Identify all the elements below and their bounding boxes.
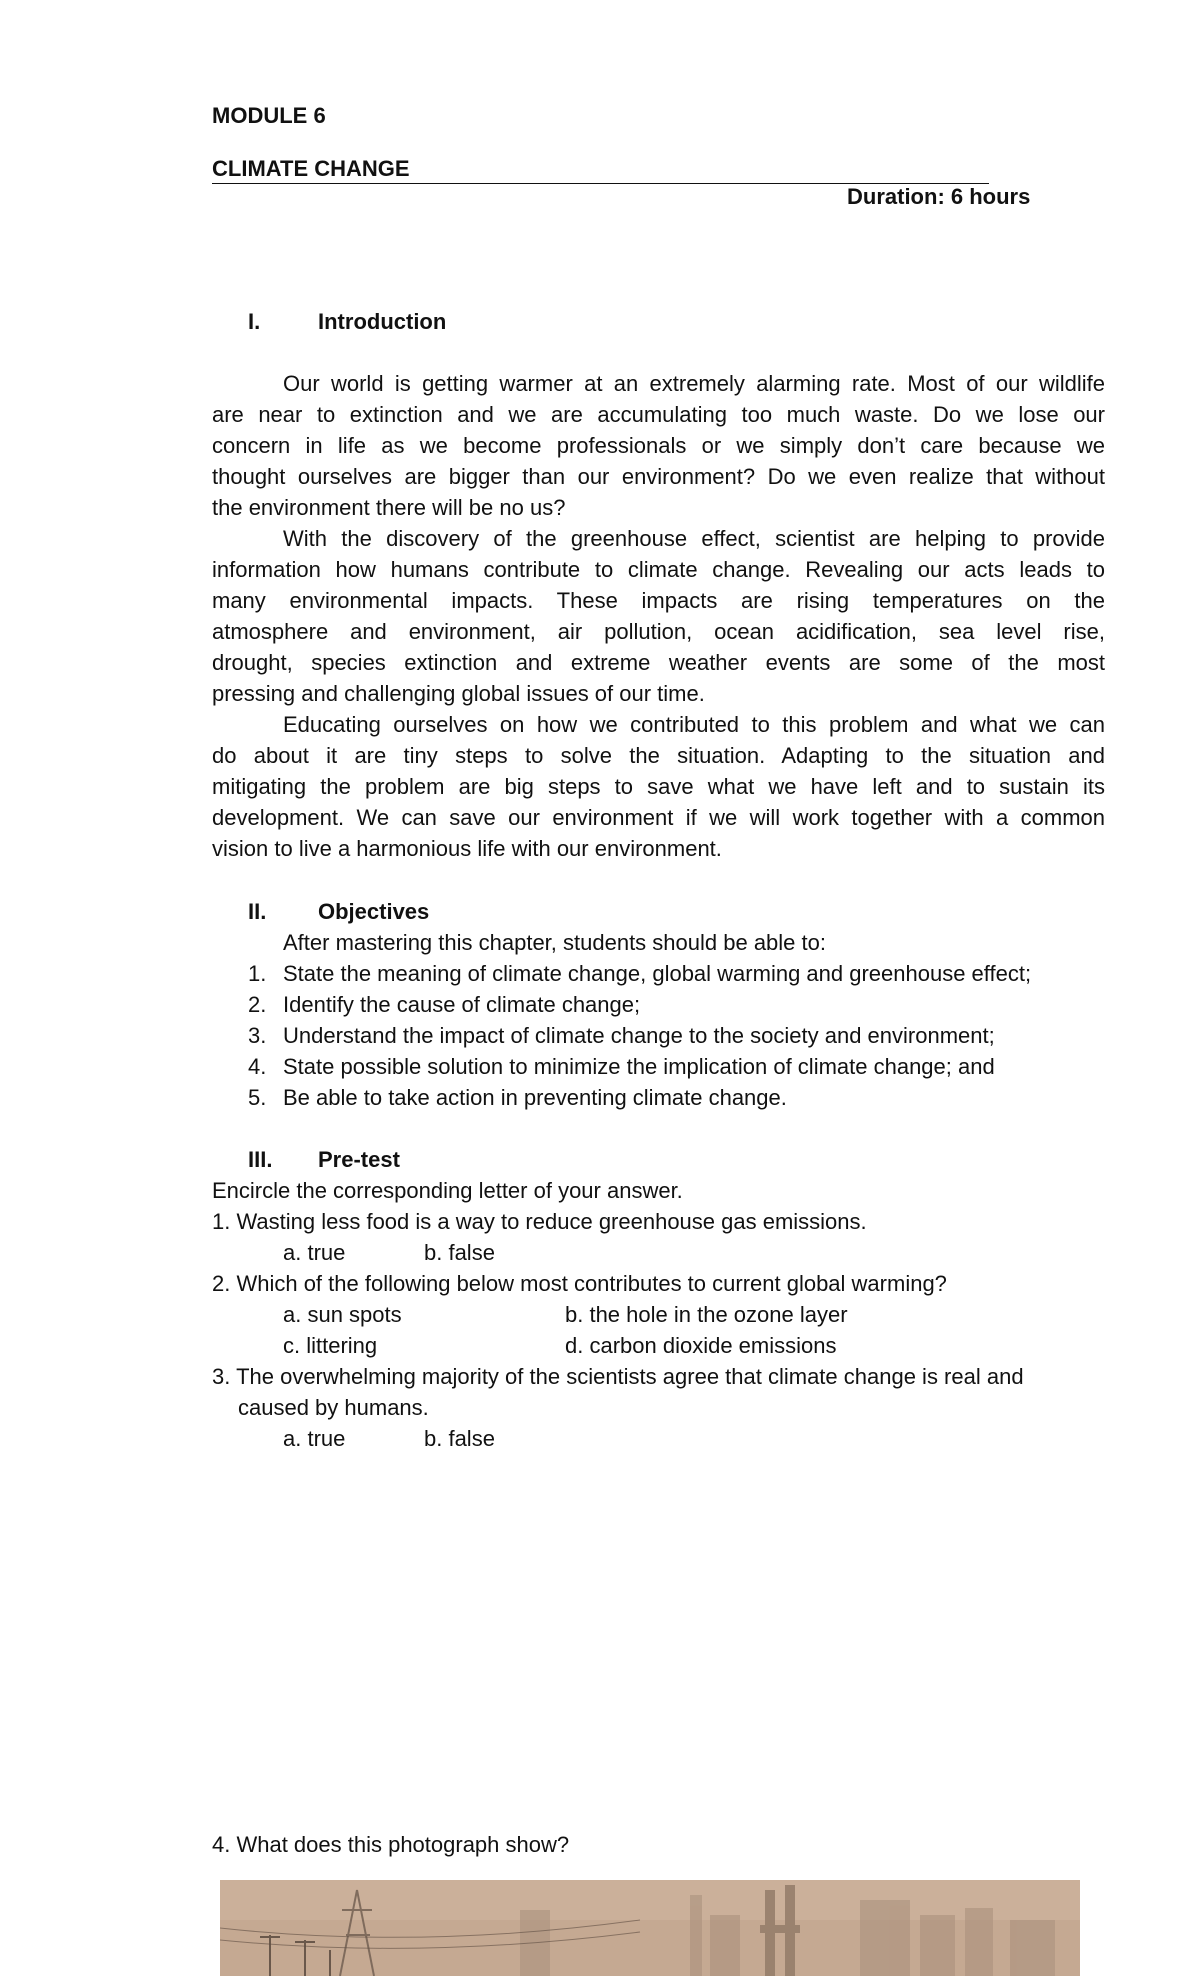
duration-label: Duration: 6 hours [847,184,1031,209]
module-title-text: CLIMATE CHANGE [212,156,410,181]
answer-option[interactable]: b. the hole in the ozone layer [565,1302,848,1327]
list-item-number: 3. [248,1023,267,1048]
list-item: State the meaning of climate change, global warming and greenhouse effect; [283,961,1032,986]
answer-option[interactable]: b. false [424,1426,495,1451]
list-item: State possible solution to minimize the implication of climate change; and [283,1054,995,1079]
objectives-heading: Objectives [318,899,430,924]
paragraph-line: many environmental impacts. These impacts are rising temperatures on the [212,588,1105,613]
list-item-number: 4. [248,1054,267,1079]
intro-number: I. [248,309,261,334]
answer-option[interactable]: d. carbon dioxide emissions [565,1333,837,1358]
pretest-number: III. [248,1147,273,1172]
paragraph-line: vision to live a harmonious life with our environment. [212,836,722,861]
paragraph-line: mitigating the problem are big steps to save what we have left and to sustain its [212,774,1105,799]
question-text: 2. Which of the following below most contributes to current global warming? [212,1271,947,1296]
list-item-number: 2. [248,992,267,1017]
list-item: Understand the impact of climate change to the society and environment; [283,1023,995,1048]
paragraph-line: concern in life as we become professionals or we simply don’t care because we [212,433,1105,458]
objectives-lead: After mastering this chapter, students should be able to: [283,930,826,955]
pretest-instruction: Encircle the corresponding letter of your answer. [212,1178,683,1203]
paragraph-line: the environment there will be no us? [212,495,566,520]
paragraph-line: With the discovery of the greenhouse effect, scientist are helping to provide [283,526,1105,551]
paragraph-line: atmosphere and environment, air pollution, ocean acidification, sea level rise, [212,619,1105,644]
objectives-number: II. [248,899,267,924]
question-text-continued: caused by humans. [238,1395,429,1420]
question-text: 3. The overwhelming majority of the scientists agree that climate change is real and [212,1364,1024,1389]
question-text: 1. Wasting less food is a way to reduce greenhouse gas emissions. [212,1209,867,1234]
smog-city-photograph [220,1880,1080,1976]
module-title [212,155,989,184]
paragraph-line: drought, species extinction and extreme weather events are some of the most [212,650,1105,675]
photo-skyline [220,1880,1080,1976]
paragraph-line: thought ourselves are bigger than our environment? Do we even realize that without [212,464,1105,489]
list-item: Identify the cause of climate change; [283,992,641,1017]
paragraph-line: development. We can save our environment if we will work together with a common [212,805,1105,830]
answer-option[interactable]: a. true [283,1240,346,1265]
answer-option[interactable]: c. littering [283,1333,378,1358]
list-item-number: 1. [248,961,267,986]
question-text: 4. What does this photograph show? [212,1832,570,1857]
paragraph-line: information how humans contribute to climate change. Revealing our acts leads to [212,557,1105,582]
answer-option[interactable]: a. true [283,1426,346,1451]
paragraph-line: Educating ourselves on how we contributed to this problem and what we can [283,712,1105,737]
paragraph-line: are near to extinction and we are accumulating too much waste. Do we lose our [212,402,1105,427]
list-item-number: 5. [248,1085,267,1110]
paragraph-line: pressing and challenging global issues of our time. [212,681,705,706]
answer-option[interactable]: a. sun spots [283,1302,402,1327]
paragraph-line: do about it are tiny steps to solve the situation. Adapting to the situation and [212,743,1105,768]
pretest-heading: Pre-test [318,1147,400,1172]
answer-option[interactable]: b. false [424,1240,495,1265]
paragraph-line: Our world is getting warmer at an extremely alarming rate. Most of our wildlife [283,371,1105,396]
module-label: MODULE 6 [212,103,326,128]
intro-heading: Introduction [318,309,447,334]
list-item: Be able to take action in preventing climate change. [283,1085,787,1110]
